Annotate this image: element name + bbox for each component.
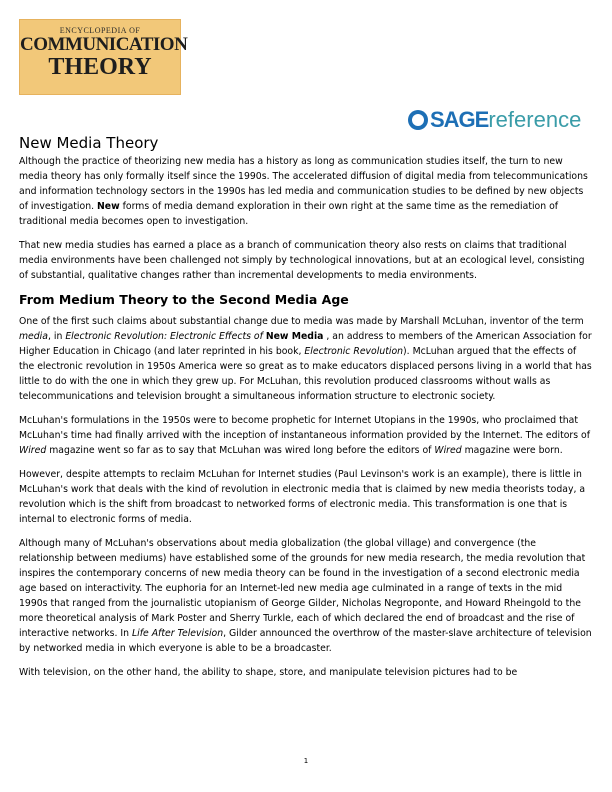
sage-reference-logo xyxy=(408,107,581,135)
encyclopedia-logo xyxy=(19,19,188,95)
paragraph-6: Although many of McLuhan's observations about media globalization (the global village) and convergence (the relationship between mediums) have established some of the grounds for new media research, the media revolution that inspires the contemporary concerns of new media theory can be found in the investigation of a second electronic media age based on interactivity. The euphoria for an Internet-led new media age culminated in a range of texts in the mid 1990s that ranged from the journalistic utopianism of George Gilder, Nicholas Negroponte, and Howard Rheingold to the more theoretical analysis of Mark Poster and Sherry Turkle, each of which declared the end of broadcast and the rise of interactive networks. In Life After Television, Gilder announced the overthrow of the master-slave architecture of television by networked media in which everyone is able to be a broadcaster. xyxy=(19,538,592,654)
article-body xyxy=(19,154,593,689)
logo-line-3: THEORY xyxy=(48,54,152,80)
paragraph-3: One of the first such claims about substantial change due to media was made by Marshall McLuhan, inventor of the term media, in Electronic Revolution: Electronic Effects of New Media , an address to members of the American Association for Higher Education in Chicago (and later reprinted in his book, Electronic Revolution). McLuhan argued that the effects of the electronic revolution in 1950s America were so great as to make educators displaced persons living in a world that has little to do with the one in which they grew up. For McLuhan, this revolution produced classrooms without walls as telecommunications and television brought a simultaneous information structure to electronic society. xyxy=(19,316,592,402)
logo-line-2: COMMUNICATION xyxy=(20,34,188,55)
paragraph-5: However, despite attempts to reclaim McLuhan for Internet studies (Paul Levinson's work is an example), there is little in McLuhan's work that deals with the kind of revolution in electronic media that is claimed by new media theorists today, a revolution which is the shift from broadcast to networked forms of electronic media. This transformation is one that is internal to electronic forms of media. xyxy=(19,469,586,525)
paragraph-4: McLuhan's formulations in the 1950s were to become prophetic for Internet Utopians in the 1990s, who proclaimed that McLuhan's time had finally arrived with the inception of instantaneous information provided by the Internet. The editors of Wired magazine went so far as to say that McLuhan was wired long before the editors of Wired magazine were born. xyxy=(19,415,590,456)
sage-brand: SAGE xyxy=(430,107,489,132)
sage-ring-icon xyxy=(408,110,428,130)
sage-product: reference xyxy=(488,107,582,132)
paragraph-2: That new media studies has earned a place as a branch of communication theory also rests on claims that traditional media environments have been challenged not simply by technological innovations, but at an ecological level, consisting of substantial, qualitative changes rather than incremental developments to media environments. xyxy=(19,240,585,281)
page-number: 1 xyxy=(303,757,309,765)
paragraph-1: Although the practice of theorizing new media has a history as long as communication studies itself, the turn to new media theory has only formally itself since the 1990s. The accelerated diffusion of digital media from telecommunications and information technology sectors in the 1990s has led media and communication studies to be defined by new objects of investigation. New forms of media demand exploration in their own right at the same time as the remediation of traditional media becomes open to investigation. xyxy=(19,156,588,227)
section-heading: From Medium Theory to the Second Media Age xyxy=(19,292,349,307)
logo-line-1: ENCYCLOPEDIA OF xyxy=(59,26,141,35)
paragraph-7: With television, on the other hand, the ability to shape, store, and manipulate television pictures had to be xyxy=(19,667,518,678)
page-title: New Media Theory xyxy=(19,134,159,152)
